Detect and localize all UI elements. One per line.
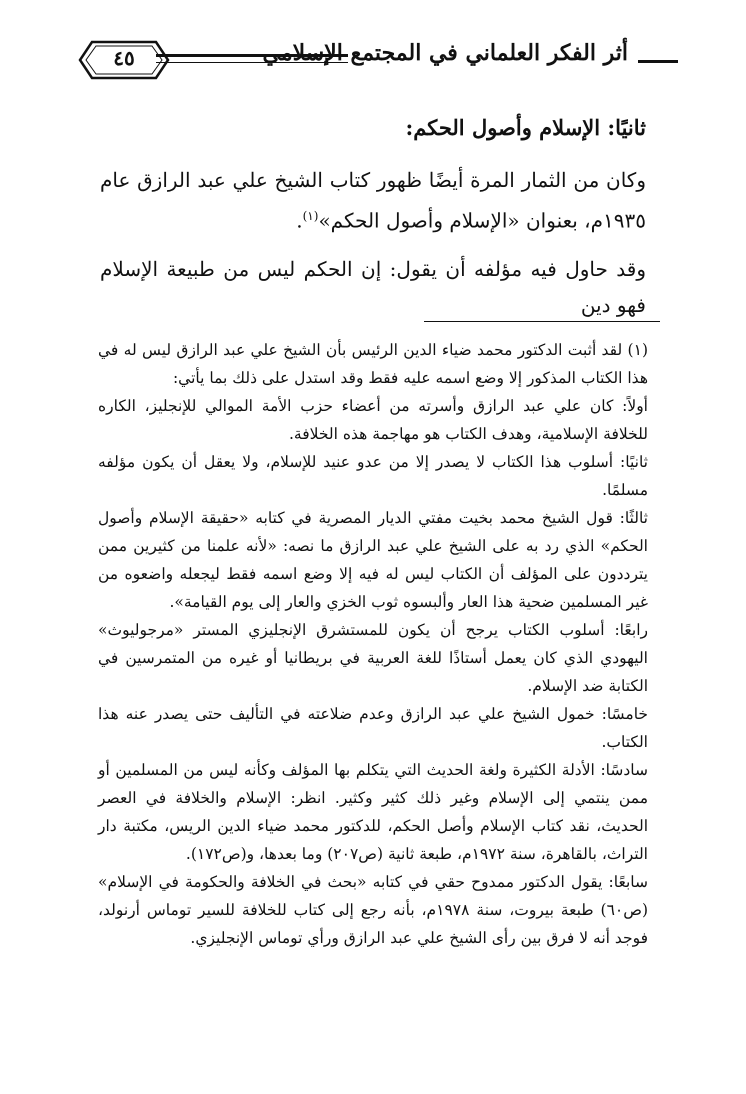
paragraph-2: وقد حاول فيه مؤلفه أن يقول: إن الحكم ليس من طبيعة الإسلام فهو دين (100, 256, 646, 317)
running-header (78, 38, 678, 86)
header-rule-right (638, 60, 678, 63)
section-heading: ثانيًا: الإسلام وأصول الحكم: (405, 115, 646, 140)
footnote-point-4: رابعًا: أسلوب الكتاب يرجح أن يكون للمستشرق الإنجليزي المستر «مرجوليوث» اليهودي الذي كان يعمل أستاذًا للغة العربية في بريطانيا أو غيره من المتمرسين في الكتابة ضد الإسلام. (98, 621, 648, 695)
book-title: أثر الفكر العلماني في المجتمع الإسلامي (262, 40, 628, 66)
footnote-point-6: سادسًا: الأدلة الكثيرة ولغة الحديث التي يتكلم بها المؤلف وكأنه ليس من المسلمين أو ممن ينتمي إلى الإسلام وغير ذلك كثير وكثير. انظر: الإسلام والخلافة في العصر الحديث، نقد كتاب الإسلام وأصل الحكم، للدكتور محمد ضياء الدين الريس، مكتبة دار التراث، بالقاهرة، سنة ١٩٧٢م، طبعة ثانية (ص٢٠٧) وما بعدها، و(ص١٧٢). (98, 761, 648, 863)
page-number-badge (78, 38, 170, 82)
page-number: ٤٥ (113, 46, 135, 70)
footnote-point-3: ثالثًا: قول الشيخ محمد بخيت مفتي الديار المصرية في كتابه «حقيقة الإسلام وأصول الحكم» الذي رد به على الشيخ علي عبد الرازق ما نصه: «لأنه علمنا من كثيرين ممن يترددون على المؤلف أن الكتاب ليس له فيه إلا وضع اسمه فقط ليجعله واضعوه من غير المسلمين ضحية هذا العار وألبسوه ثوب الخزي والعار إلى يوم القيامة». (98, 509, 648, 611)
paragraph-1 (100, 162, 646, 239)
footnote-point-7: سابعًا: يقول الدكتور ممدوح حقي في كتابه «بحث في الخلافة والحكومة في الإسلام» (ص٦٠) طبعة بيروت، سنة ١٩٧٨م، بأنه رجع إلى كتاب للخلافة للسير توماس أرنولد، فوجد أنه لا فرق بين رأى الشيخ علي عبد الرازق ورأي توماس الإنجليزي. (98, 873, 649, 947)
footnote-point-5: خامسًا: خمول الشيخ علي عبد الرازق وعدم ضلاعته في التأليف حتى يصدر عنه هذا الكتاب. (98, 705, 648, 751)
paragraph-1-text: وكان من الثمار المرة أيضًا ظهور كتاب الشيخ علي عبد الرازق عام ١٩٣٥م، بعنوان «الإسلام وأصول الحكم» (100, 168, 646, 233)
main-text (100, 110, 646, 335)
footnote-1: (١) لقد أثبت الدكتور محمد ضياء الدين الرئيس بأن الشيخ علي عبد الرازق ليس له في هذا الكتاب المذكور إلا وضع اسمه عليه فقط وقد استدل على ذلك بما يأتي: (98, 341, 648, 387)
footnotes (98, 336, 648, 952)
footnote-point-2: ثانيًا: أسلوب هذا الكتاب لا يصدر إلا من عدو عنيد للإسلام، ولا يعقل أن يكون مؤلفه مسلمًا. (98, 453, 648, 499)
paragraph-1-end: . (296, 208, 303, 233)
footnote-ref: (١) (302, 209, 319, 223)
footnote-separator (424, 321, 660, 322)
footnote-point-1: أولاً: كان علي عبد الرازق وأسرته من أعضاء حزب الأمة الموالي للإنجليز، الكاره للخلافة الإسلامية، وهدف الكتاب هو مهاجمة هذه الخلافة. (98, 397, 648, 443)
